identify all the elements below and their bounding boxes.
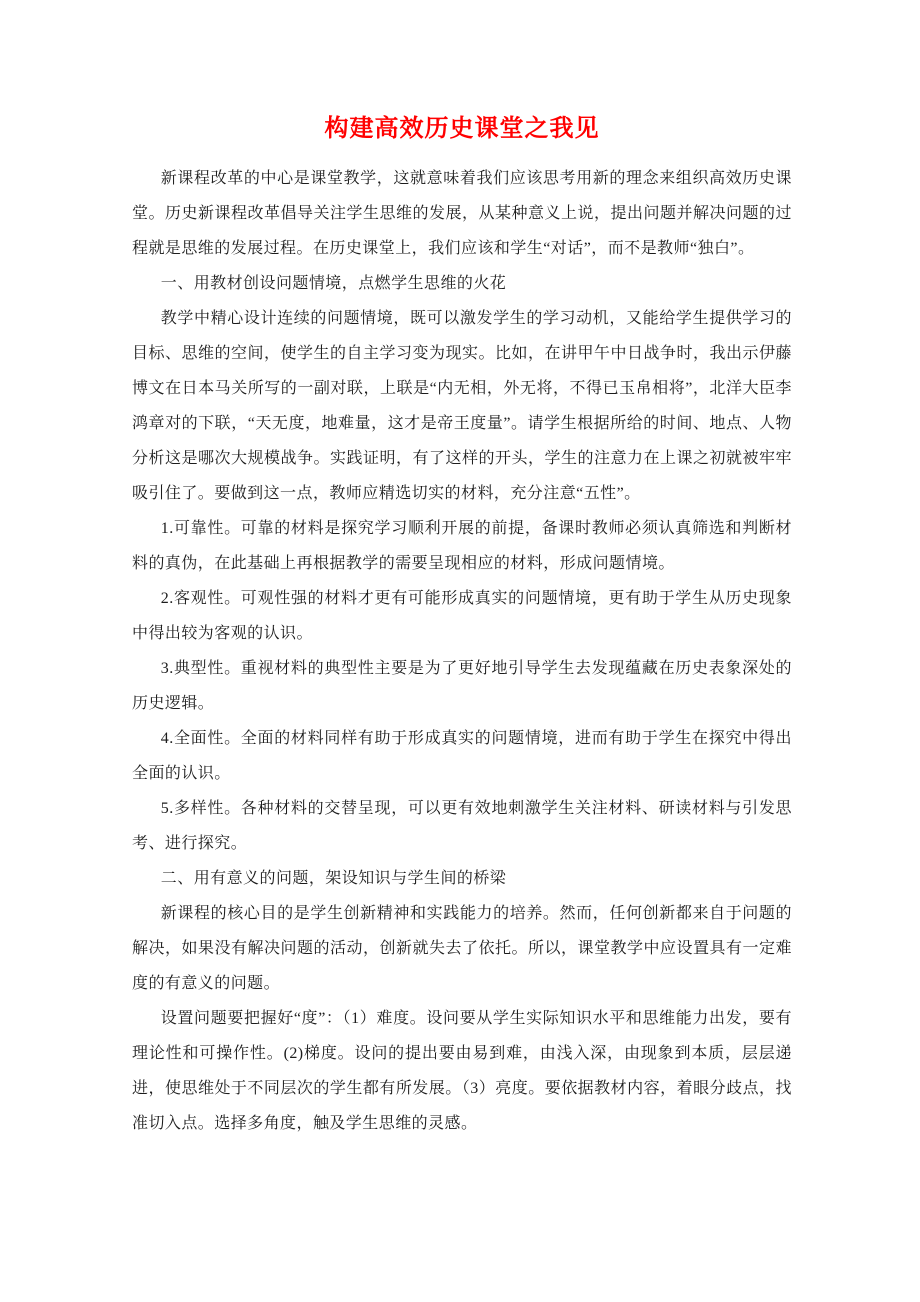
paragraph: 5.多样性。各种材料的交替呈现，可以更有效地刺激学生关注材料、研读材料与引发思考、进行探究。 xyxy=(132,800,792,852)
document-body xyxy=(132,161,792,1141)
section-heading: 一、用教材创设问题情境，点燃学生思维的火花 xyxy=(160,275,507,292)
paragraph: 教学中精心设计连续的问题情境，既可以激发学生的学习动机，又能给学生提供学习的目标、思维的空间，使学生的自主学习变为现实。比如，在讲甲午中日战争时，我出示伊藤博文在日本马关所写的一副对联，上联是“内无相，外无将，不得已玉帛相将”，北洋大臣李鸿章对的下联，“天无度，地难量，这才是帝王度量”。请学生根据所给的时间、地点、人物分析这是哪次大规模战争。实践证明，有了这样的开头，学生的注意力在上课之初就被牢牢吸引住了。要做到这一点，教师应精选切实的材料，充分注意“五性”。 xyxy=(132,310,792,502)
paragraph: 新课程的核心目的是学生创新精神和实践能力的培养。然而，任何创新都来自于问题的解决，如果没有解决问题的活动，创新就失去了依托。所以，课堂教学中应设置具有一定难度的有意义的问题。 xyxy=(132,905,792,992)
document-content xyxy=(132,110,792,1141)
paragraph: 3.典型性。重视材料的典型性主要是为了更好地引导学生去发现蕴藏在历史表象深处的历史逻辑。 xyxy=(132,660,792,712)
document-title: 构建高效历史课堂之我见 xyxy=(324,115,600,142)
paragraph: 1.可靠性。可靠的材料是探究学习顺利开展的前提，备课时教师必须认真筛选和判断材料的真伪，在此基础上再根据教学的需要呈现相应的材料，形成问题情境。 xyxy=(132,520,792,572)
paragraph: 新课程改革的中心是课堂教学，这就意味着我们应该思考用新的理念来组织高效历史课堂。历史新课程改革倡导关注学生思维的发展，从某种意义上说，提出问题并解决问题的过程就是思维的发展过程。在历史课堂上，我们应该和学生“对话”，而不是教师“独白”。 xyxy=(132,170,792,257)
paragraph: 2.客观性。可观性强的材料才更有可能形成真实的问题情境，更有助于学生从历史现象中得出较为客观的认识。 xyxy=(132,590,792,642)
section-heading: 二、用有意义的问题，架设知识与学生间的桥梁 xyxy=(160,870,507,887)
paragraph: 设置问题要把握好“度”：（1）难度。设问要从学生实际知识水平和思维能力出发，要有理论性和可操作性。(2)梯度。设问的提出要由易到难，由浅入深，由现象到本质，层层递进，使思维处于不同层次的学生都有所发展。（3）亮度。要依据教材内容，着眼分歧点，找准切入点。选择多角度，触及学生思维的灵感。 xyxy=(132,1010,792,1132)
paragraph: 4.全面性。全面的材料同样有助于形成真实的问题情境，进而有助于学生在探究中得出全面的认识。 xyxy=(132,730,792,782)
